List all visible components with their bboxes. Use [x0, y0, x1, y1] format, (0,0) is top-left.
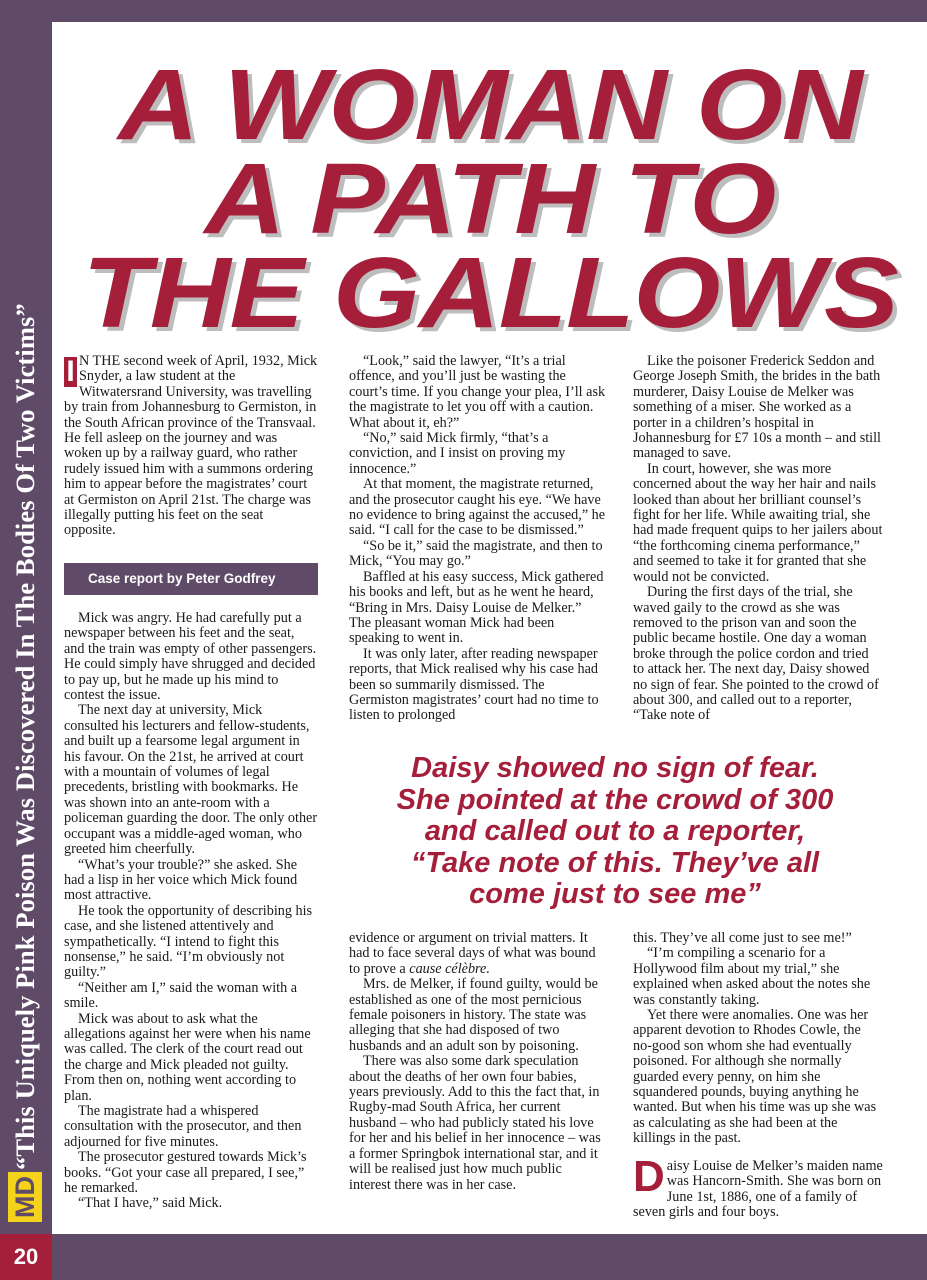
paragraph: “Look,” said the lawyer, “It’s a trial offence, and you’ll just be wasting the court’s time. If you change your plea, I’ll ask the magistrate to let you off with a caution. What about it, eh?” — [349, 353, 606, 431]
pull-quote-line: “Take note of this. They’ve all — [410, 846, 820, 879]
headline-line-1: A WOMAN ON — [118, 49, 862, 161]
paragraph: Baffled at his easy success, Mick gathered his books and left, but as he went he heard, “Bring in Mrs. Daisy Louise de Melker.” The pleasant woman Mick had been speaking to went in. — [349, 568, 604, 647]
italic-phrase: cause célèbre. — [409, 960, 490, 977]
headline-line-2: A PATH TO — [204, 143, 776, 255]
column-1-bottom — [64, 611, 318, 1212]
paragraph-text: aisy Louise de Melker’s maiden name was Hancorn-Smith. She was born on June 1st, 1886, one of a family of seven girls and four boys. — [633, 1157, 883, 1220]
paragraph: There was also some dark speculation about the deaths of her own four babies, years previously. Add to this the fact that, in Rugby-mad South Africa, her current husband – who had publicly stated his love for her and his belief in her innocence – was a former Springbok international star, and it will be realised just how much public interest there was in her case. — [349, 1053, 601, 1193]
paragraph: It was only later, after reading newspaper reports, that Mick realised why his case had been so summarily dismissed. The Germiston magistrates’ court had no time to listen to prolonged — [349, 645, 599, 724]
headline-line-3: THE GALLOWS — [82, 237, 898, 349]
headline — [60, 49, 920, 349]
paragraph: At that moment, the magistrate returned, and the prosecutor caught his eye. “We have no evidence to bring against the accused,” he said. “I call for the case to be dismissed.” — [349, 476, 606, 539]
byline: Case report by Peter Godfrey — [64, 563, 318, 595]
paragraph: “I’m compiling a scenario for a Hollywood film about my trial,” she explained when asked about the notes she was constantly taking. — [633, 945, 871, 1008]
dropcap-d: D — [633, 1151, 665, 1201]
pull-quote-line: come just to see me” — [469, 878, 761, 910]
paragraph: In court, however, she was more concerned about the way her hair and nails looked than about her brilliant counsel’s fight for her life. While awaiting trial, she had made frequent quips to her jailers about “the forthcoming cinema performance,” and seemed to take it for granted that she would not be convicted. — [633, 460, 883, 585]
column-3-bottom — [633, 931, 883, 1220]
paragraph: Like the poisoner Frederick Seddon and George Joseph Smith, the brides in the bath murderer, Daisy Louise de Melker was something of a miser. She worked as a porter in a children’s hospital in Johannesburg for £7 10s a month – and still managed to save. — [633, 353, 881, 462]
paragraph: “So be it,” said the magistrate, and then to Mick, “You may go.” — [349, 537, 603, 570]
column-2-bottom — [349, 931, 606, 1193]
column-1-top — [64, 354, 318, 539]
paragraph: The magistrate had a whispered consultation with the prosecutor, and then adjourned for five minutes. — [64, 1103, 302, 1150]
paragraph: this. They’ve all come just to see me!” — [633, 930, 852, 946]
intro-paragraph: N THE second week of April, 1932, Mick Snyder, a law student at the Witwatersrand University, was travelling by train from Johannesburg to Germiston, in the South African province of the Transvaal. He fell asleep on the journey and was woken up by a railway guard, who rather rudely issued him with a summons ordering him to appear before the magistrates’ court at Germiston on April 21st. The charge was illegally putting his feet on the seat opposite. — [64, 353, 318, 539]
dropcap-i: I — [64, 357, 77, 387]
paragraph-text: evidence or argument on trivial matters. It had to face several days of what was bound to prove a — [349, 930, 596, 977]
paragraph: During the first days of the trial, she waved gaily to the crowd as she was removed to the prison van and soon the public became hostile. One day a woman broke through the police cordon and tried to attack her. The next day, Daisy showed no sign of fear. She pointed to the crowd of about 300, and called out to a reporter, “Take note of — [633, 584, 879, 724]
paragraph: The prosecutor gestured towards Mick’s books. “Got your case all prepared, I see,” he remarked. — [64, 1149, 307, 1197]
pull-quote-line: She pointed at the crowd of 300 — [396, 783, 834, 816]
pull-quote-line: Daisy showed no sign of fear. — [411, 752, 819, 784]
bottom-bar — [0, 1234, 927, 1280]
pull-quote — [355, 753, 875, 911]
paragraph: “What’s your trouble?” she asked. She had a lisp in her voice which Mick found most attractive. — [64, 856, 298, 904]
pull-quote-line: and called out to a reporter, — [424, 815, 806, 847]
paragraph: “Neither am I,” said the woman with a smile. — [64, 979, 298, 1012]
paragraph: Yet there were anomalies. One was her apparent devotion to Rhodes Cowle, the no-good son whom she had eventually poisoned. For although she normally guarded every penny, on him she squandered pounds, buying anything he wanted. But when his time was up she was as calculating as she had been at the killings in the past. — [633, 1007, 877, 1147]
paragraph: Mick was angry. He had carefully put a newspaper between his feet and the seat, and the train was empty of other passengers. He could simply have shrugged and decided to pay up, but he made up his mind to contest the issue. — [64, 610, 317, 704]
paragraph: He took the opportunity of describing his case, and she listened attentively and sympathetically. “I intend to fight this nonsense,” he said. “I’m obviously not guilty.” — [64, 902, 313, 981]
paragraph: Mrs. de Melker, if found guilty, would be established as one of the most pernicious female poisoners in history. The state was alleging that she had disposed of two husbands and an adult son by poisoning. — [349, 976, 598, 1054]
magazine-logo: MD — [8, 1172, 42, 1222]
paragraph: “That I have,” said Mick. — [78, 1195, 223, 1212]
paragraph: Mick was about to ask what the allegations against her were when his name was called. The clerk of the court read out the charge and Mick pleaded not guilty. From then on, nothing went according to plan. — [64, 1010, 311, 1104]
spine-title: “This Uniquely Pink Poison Was Discovered In The Bodies Of Two Victims” — [9, 303, 40, 1170]
paragraph: The next day at university, Mick consulted his lecturers and fellow-students, and built up a fearsome legal argument in his favour. On the 21st, he arrived at court with a mountain of volumes of legal precedents, bristling with bookmarks. He was shown into an ante-room with a policeman guarding the door. The only other occupant was a middle-aged woman, who greeted him cheerfully. — [64, 702, 318, 858]
column-2-top — [349, 354, 606, 724]
page-number: 20 — [0, 1234, 52, 1280]
column-3-top — [633, 354, 883, 724]
paragraph: “No,” said Mick firmly, “that’s a conviction, and I insist on proving my innocence.” — [349, 430, 566, 477]
